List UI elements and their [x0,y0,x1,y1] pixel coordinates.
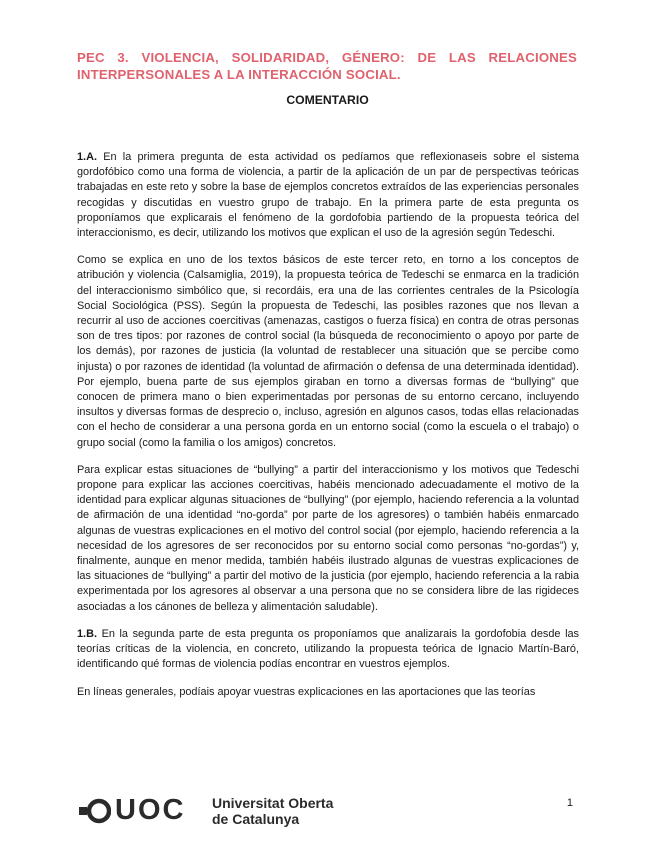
institution-name [212,795,333,827]
page-footer [77,792,579,832]
page-title: PEC 3. VIOLENCIA, SOLIDARIDAD, GÉNERO: DE LAS RELACIONES INTERPERSONALES A LA INTERACCIÓN SOCIAL. [77,50,577,82]
paragraph-text: En la segunda parte de esta pregunta os proponíamos que analizarais la gordofobia desde las teorías críticas de la violencia, en concreto, utilizando la propuesta teórica de Ignacio Martín-Baró, identificando qué formas de violencia podías encontrar en vuestros ejemplos. [77,627,579,671]
paragraph-1b [77,627,579,673]
institution-name-line-1: Universitat Oberta [212,795,334,811]
section-label-1b: 1.B. [77,627,97,640]
institution-name-line-2: de Catalunya [212,811,300,827]
section-subtitle: COMENTARIO [286,93,369,107]
document-body [77,150,579,712]
uoc-logo-mark-icon [79,796,111,826]
paragraph-text: En la primera pregunta de esta actividad os pedíamos que reflexionaseis sobre el sistema gordofóbico como una forma de violencia, a partir de la aplicación de un par de perspectivas teóricas trabajadas en este reto y sobre la base de ejemplos concretos extraídos de las experiencias personales recogidas y discutidas en vuestro grupo de trabajo. En la primera parte de esta pregunta os proponíamos que explicarais el fenómeno de la gordofobia partiendo de la propuesta teórica del interaccionismo, es decir, utilizando los motivos que explican el uso de la agresión según Tedeschi. [77,151,579,240]
paragraph-2: Como se explica en uno de los textos básicos de este tercer reto, en torno a los conceptos de atribución y violencia (Calsamiglia, 2019), la propuesta teórica de Tedeschi se enmarca en la tradición del interaccionismo simbólico que, si recordáis, era una de las corrientes centrales de la Psicología Social Sociológica (PSS). Según la propuesta de Tedeschi, las posibles razones que nos llevan a recurrir al uso de acciones coercitivas (amenazas, castigos o fuerza física) en contra de otras personas son de tres tipos: por razones de control social (la búsqueda de reconocimiento o apoyo por parte de los demás), por razones de justicia (la voluntad de restablecer una situación que se percibe como injusta) o por razones de identidad (la voluntad de afirmación o defensa de una determinada identidad). Por ejemplo, buena parte de sus ejemplos giraban en torno a diversas formas de “bullying” que conocen de primera mano o bien experimentadas por personas de su entorno cercano, incluyendo insultos y diversas formas de desprecio o, incluso, agresión en algunos casos, todas ellas relacionadas con el hecho de considerar a una persona gorda en un entorno social (como la escuela o el trabajo) o grupo social (como la familia o los amigos) concretos. [77,254,579,449]
paragraph-3: Para explicar estas situaciones de “bullying” a partir del interaccionismo y los motivos que Tedeschi propone para explicar las acciones coercitivas, habéis mencionado adecuadamente el motivo de la identidad para explicar algunas situaciones de “bullying” (por ejemplo, haciendo referencia a la voluntad de afirmación de una identidad “no-gorda” por parte de los agresores) o también habéis enmarcado algunas de vuestras explicaciones en el motivo del control social (por ejemplo, haciendo referencia a la necesidad de los agresores de ser reconocidos por su entorno social como personas “no-gordas”) y, finalmente, aunque en menor medida, también habéis ilustrado algunas de vuestras explicaciones de las situaciones de “bullying” a partir del motivo de la justicia (por ejemplo, haciendo referencia a la rabia experimentada por los agresores al observar a una persona que no se considera libre de las rigideces asociadas a los cánones de belleza y alimentación saludable). [77,463,579,613]
paragraph-1a [77,150,579,241]
uoc-logo-text: UOC [115,794,186,826]
paragraph-5: En líneas generales, podíais apoyar vuestras explicaciones en las aportaciones que las teorías [77,685,536,698]
section-label-1a: 1.A. [77,151,97,163]
page-number: 1 [566,797,573,809]
